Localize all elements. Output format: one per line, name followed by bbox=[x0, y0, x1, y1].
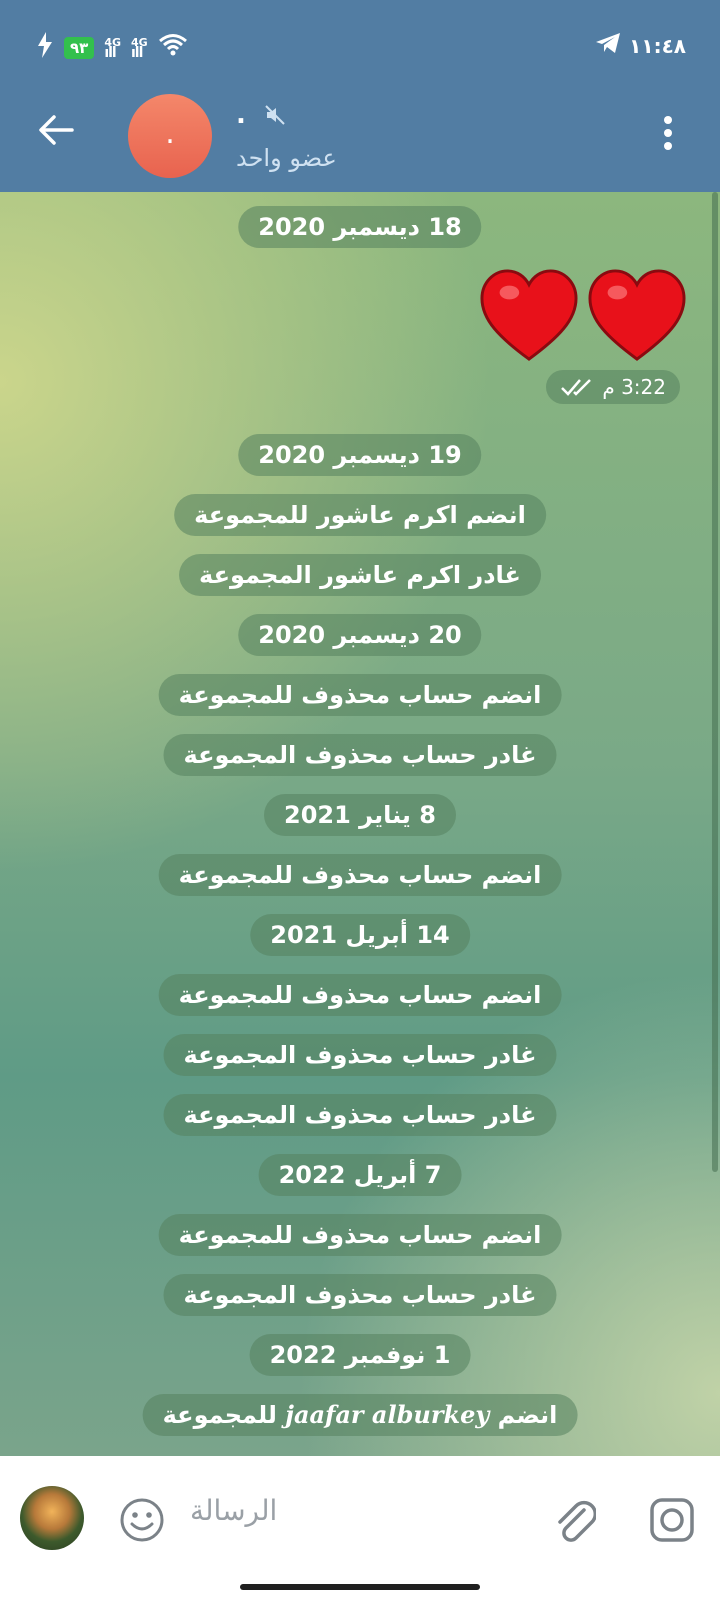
dot-icon bbox=[664, 116, 672, 124]
service-message: انضم حساب محذوف للمجموعة bbox=[159, 674, 562, 716]
message-bubble[interactable] bbox=[480, 268, 686, 364]
service-message: انضم حساب محذوف للمجموعة bbox=[159, 854, 562, 896]
message-time-badge bbox=[546, 370, 680, 404]
signal-icon-1: 4G ıll bbox=[104, 35, 121, 61]
group-avatar[interactable]: . bbox=[128, 94, 212, 178]
charging-icon bbox=[36, 32, 54, 63]
camera-icon[interactable] bbox=[648, 1496, 696, 1544]
date-separator: 18 ديسمبر 2020 bbox=[238, 206, 481, 248]
message-input[interactable]: الرسالة bbox=[190, 1494, 278, 1527]
dot-icon bbox=[664, 142, 672, 150]
gesture-handle[interactable] bbox=[240, 1584, 480, 1590]
telegram-icon bbox=[595, 32, 621, 59]
mute-icon bbox=[264, 104, 286, 126]
status-bar bbox=[0, 0, 720, 92]
network-type-2: 4G bbox=[131, 35, 148, 49]
arrow-left-icon bbox=[38, 115, 74, 145]
service-message: انضم حساب محذوف للمجموعة bbox=[159, 1214, 562, 1256]
message-time: 3:22 م bbox=[602, 375, 666, 399]
service-message: غادر اكرم عاشور المجموعة bbox=[179, 554, 541, 596]
service-message: غادر حساب محذوف المجموعة bbox=[164, 734, 557, 776]
sender-avatar[interactable] bbox=[20, 1486, 84, 1550]
group-title-row[interactable] bbox=[236, 100, 286, 130]
date-separator: 19 ديسمبر 2020 bbox=[238, 434, 481, 476]
date-separator: 7 أبريل 2022 bbox=[259, 1154, 462, 1196]
date-separator: 8 يناير 2021 bbox=[264, 794, 456, 836]
signal-icon-2: 4G ıll bbox=[131, 35, 148, 61]
wifi-icon bbox=[158, 33, 188, 62]
status-right bbox=[595, 32, 686, 59]
service-message: غادر حساب محذوف المجموعة bbox=[164, 1034, 557, 1076]
chat-header bbox=[0, 92, 720, 192]
date-separator: 20 ديسمبر 2020 bbox=[238, 614, 481, 656]
service-text: انضم bbox=[497, 1401, 558, 1429]
date-separator: 1 نوفمبر 2022 bbox=[250, 1334, 471, 1376]
attach-icon[interactable] bbox=[552, 1496, 596, 1544]
service-message: غادر حساب محذوف المجموعة bbox=[164, 1274, 557, 1316]
group-title: . bbox=[236, 100, 246, 130]
network-type-1: 4G bbox=[104, 35, 121, 49]
date-separator: 14 أبريل 2021 bbox=[250, 914, 470, 956]
double-check-icon bbox=[560, 378, 594, 396]
top-app-bar bbox=[0, 0, 720, 192]
battery-indicator: ٩٣ bbox=[64, 37, 94, 59]
heart-emoji-icon bbox=[480, 268, 578, 364]
user-name-link[interactable]: jaafar alburkey bbox=[285, 1400, 490, 1429]
chat-area[interactable] bbox=[0, 192, 720, 1456]
clock: ١١:٤٨ bbox=[629, 33, 686, 58]
status-left bbox=[36, 32, 188, 63]
message-input-bar bbox=[0, 1456, 720, 1568]
member-count: عضو واحد bbox=[236, 144, 337, 172]
service-message: غادر حساب محذوف المجموعة bbox=[164, 1094, 557, 1136]
system-nav-bar bbox=[0, 1568, 720, 1600]
scrollbar[interactable] bbox=[712, 192, 718, 1172]
service-text: للمجموعة bbox=[162, 1401, 277, 1429]
emoji-icon[interactable] bbox=[118, 1496, 166, 1544]
service-message bbox=[143, 1394, 578, 1436]
service-message: انضم اكرم عاشور للمجموعة bbox=[174, 494, 546, 536]
heart-emoji-icon bbox=[588, 268, 686, 364]
back-button[interactable] bbox=[34, 112, 78, 156]
dot-icon bbox=[664, 129, 672, 137]
service-message: انضم حساب محذوف للمجموعة bbox=[159, 974, 562, 1016]
more-menu-button[interactable] bbox=[660, 116, 676, 156]
